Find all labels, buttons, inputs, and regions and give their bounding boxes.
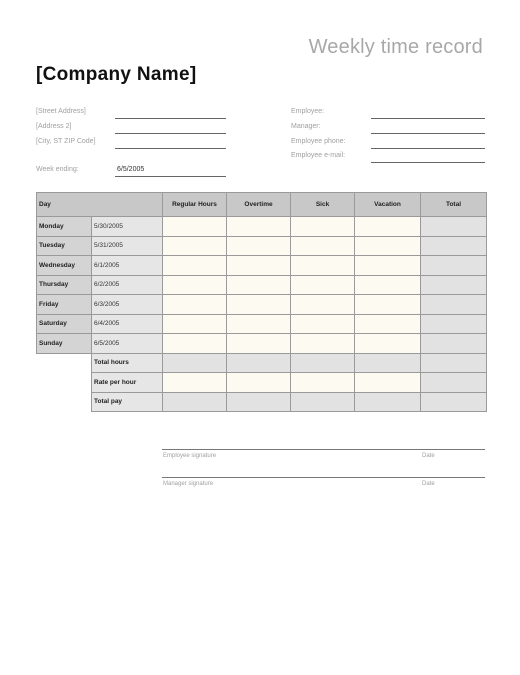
summary-row-rate-per-hour [37, 373, 487, 393]
regular-hours-cell[interactable] [163, 314, 227, 334]
sick-cell[interactable] [291, 217, 355, 237]
total-vacation-cell [355, 353, 421, 373]
day-name: Sunday [37, 334, 92, 354]
company-name: [Company Name] [36, 64, 197, 85]
total-cell [421, 217, 487, 237]
regular-hours-cell[interactable] [163, 217, 227, 237]
employee-signature-label: Employee signature [163, 453, 217, 459]
employee-signature-line[interactable] [162, 449, 485, 450]
employee-email-label: Employee e-mail: [291, 152, 346, 159]
employee-label: Employee: [291, 108, 325, 115]
address2-label: [Address 2] [36, 123, 72, 130]
day-name: Wednesday [37, 256, 92, 276]
total-cell [421, 334, 487, 354]
total-cell [421, 256, 487, 276]
vacation-cell[interactable] [355, 314, 421, 334]
employee-email-line [371, 162, 485, 163]
sick-cell[interactable] [291, 256, 355, 276]
total-pay-label: Total pay [92, 392, 163, 412]
vacation-cell[interactable] [355, 275, 421, 295]
sick-cell[interactable] [291, 314, 355, 334]
table-row [37, 334, 487, 354]
day-name: Monday [37, 217, 92, 237]
header-total: Total [421, 193, 487, 217]
blank-cell [37, 353, 92, 373]
day-date: 6/1/2005 [92, 256, 163, 276]
total-regular-hours-cell [163, 353, 227, 373]
vacation-cell[interactable] [355, 217, 421, 237]
employee-signature-date-label: Date [422, 453, 435, 459]
table-header-row [37, 193, 487, 217]
timesheet-table [36, 192, 487, 412]
city-label: [City, ST ZIP Code] [36, 138, 96, 145]
rate-total-cell [421, 373, 487, 393]
day-date: 5/30/2005 [92, 217, 163, 237]
header-overtime: Overtime [227, 193, 291, 217]
table-row [37, 217, 487, 237]
city-line [115, 148, 226, 149]
day-name: Saturday [37, 314, 92, 334]
pay-regular-cell [163, 392, 227, 412]
blank-cell [37, 392, 92, 412]
manager-signature-date-label: Date [422, 481, 435, 487]
pay-overtime-cell [227, 392, 291, 412]
overtime-cell[interactable] [227, 314, 291, 334]
summary-row-total-pay [37, 392, 487, 412]
employee-phone-label: Employee phone: [291, 138, 346, 145]
sick-cell[interactable] [291, 275, 355, 295]
day-date: 6/5/2005 [92, 334, 163, 354]
pay-total-cell [421, 392, 487, 412]
day-date: 6/4/2005 [92, 314, 163, 334]
address2-line [115, 133, 226, 134]
vacation-cell[interactable] [355, 334, 421, 354]
table-row [37, 236, 487, 256]
total-cell [421, 314, 487, 334]
regular-hours-cell[interactable] [163, 256, 227, 276]
rate-overtime-cell[interactable] [227, 373, 291, 393]
day-name: Thursday [37, 275, 92, 295]
total-hours-label: Total hours [92, 353, 163, 373]
document-title: Weekly time record [308, 36, 483, 58]
employee-phone-line [371, 148, 485, 149]
total-cell [421, 295, 487, 315]
vacation-cell[interactable] [355, 256, 421, 276]
regular-hours-cell[interactable] [163, 295, 227, 315]
overtime-cell[interactable] [227, 256, 291, 276]
day-date: 6/2/2005 [92, 275, 163, 295]
day-name: Tuesday [37, 236, 92, 256]
header-sick: Sick [291, 193, 355, 217]
manager-signature-label: Manager signature [163, 481, 214, 487]
street-address-line [115, 118, 226, 119]
total-cell [421, 275, 487, 295]
vacation-cell[interactable] [355, 236, 421, 256]
table-row [37, 295, 487, 315]
sick-cell[interactable] [291, 295, 355, 315]
table-row [37, 314, 487, 334]
overtime-cell[interactable] [227, 295, 291, 315]
total-sick-cell [291, 353, 355, 373]
week-ending-value: 6/5/2005 [117, 166, 145, 173]
regular-hours-cell[interactable] [163, 334, 227, 354]
overtime-cell[interactable] [227, 275, 291, 295]
summary-row-total-hours [37, 353, 487, 373]
manager-label: Manager: [291, 123, 321, 130]
header-vacation: Vacation [355, 193, 421, 217]
day-date: 5/31/2005 [92, 236, 163, 256]
day-name: Friday [37, 295, 92, 315]
overtime-cell[interactable] [227, 334, 291, 354]
header-day: Day [37, 193, 163, 217]
regular-hours-cell[interactable] [163, 236, 227, 256]
day-date: 6/3/2005 [92, 295, 163, 315]
street-address-label: [Street Address] [36, 108, 86, 115]
vacation-cell[interactable] [355, 295, 421, 315]
sick-cell[interactable] [291, 334, 355, 354]
rate-sick-cell[interactable] [291, 373, 355, 393]
table-row [37, 256, 487, 276]
total-overtime-cell [227, 353, 291, 373]
manager-signature-line[interactable] [162, 477, 485, 478]
total-cell [421, 236, 487, 256]
sick-cell[interactable] [291, 236, 355, 256]
manager-line [371, 133, 485, 134]
blank-cell [37, 373, 92, 393]
total-total-cell [421, 353, 487, 373]
pay-vacation-cell [355, 392, 421, 412]
overtime-cell[interactable] [227, 236, 291, 256]
rate-per-hour-label: Rate per hour [92, 373, 163, 393]
week-ending-line [115, 176, 226, 177]
regular-hours-cell[interactable] [163, 275, 227, 295]
table-row [37, 275, 487, 295]
employee-line [371, 118, 485, 119]
overtime-cell[interactable] [227, 217, 291, 237]
rate-vacation-cell[interactable] [355, 373, 421, 393]
header-regular-hours: Regular Hours [163, 193, 227, 217]
rate-regular-cell[interactable] [163, 373, 227, 393]
week-ending-label: Week ending: [36, 166, 79, 173]
pay-sick-cell [291, 392, 355, 412]
